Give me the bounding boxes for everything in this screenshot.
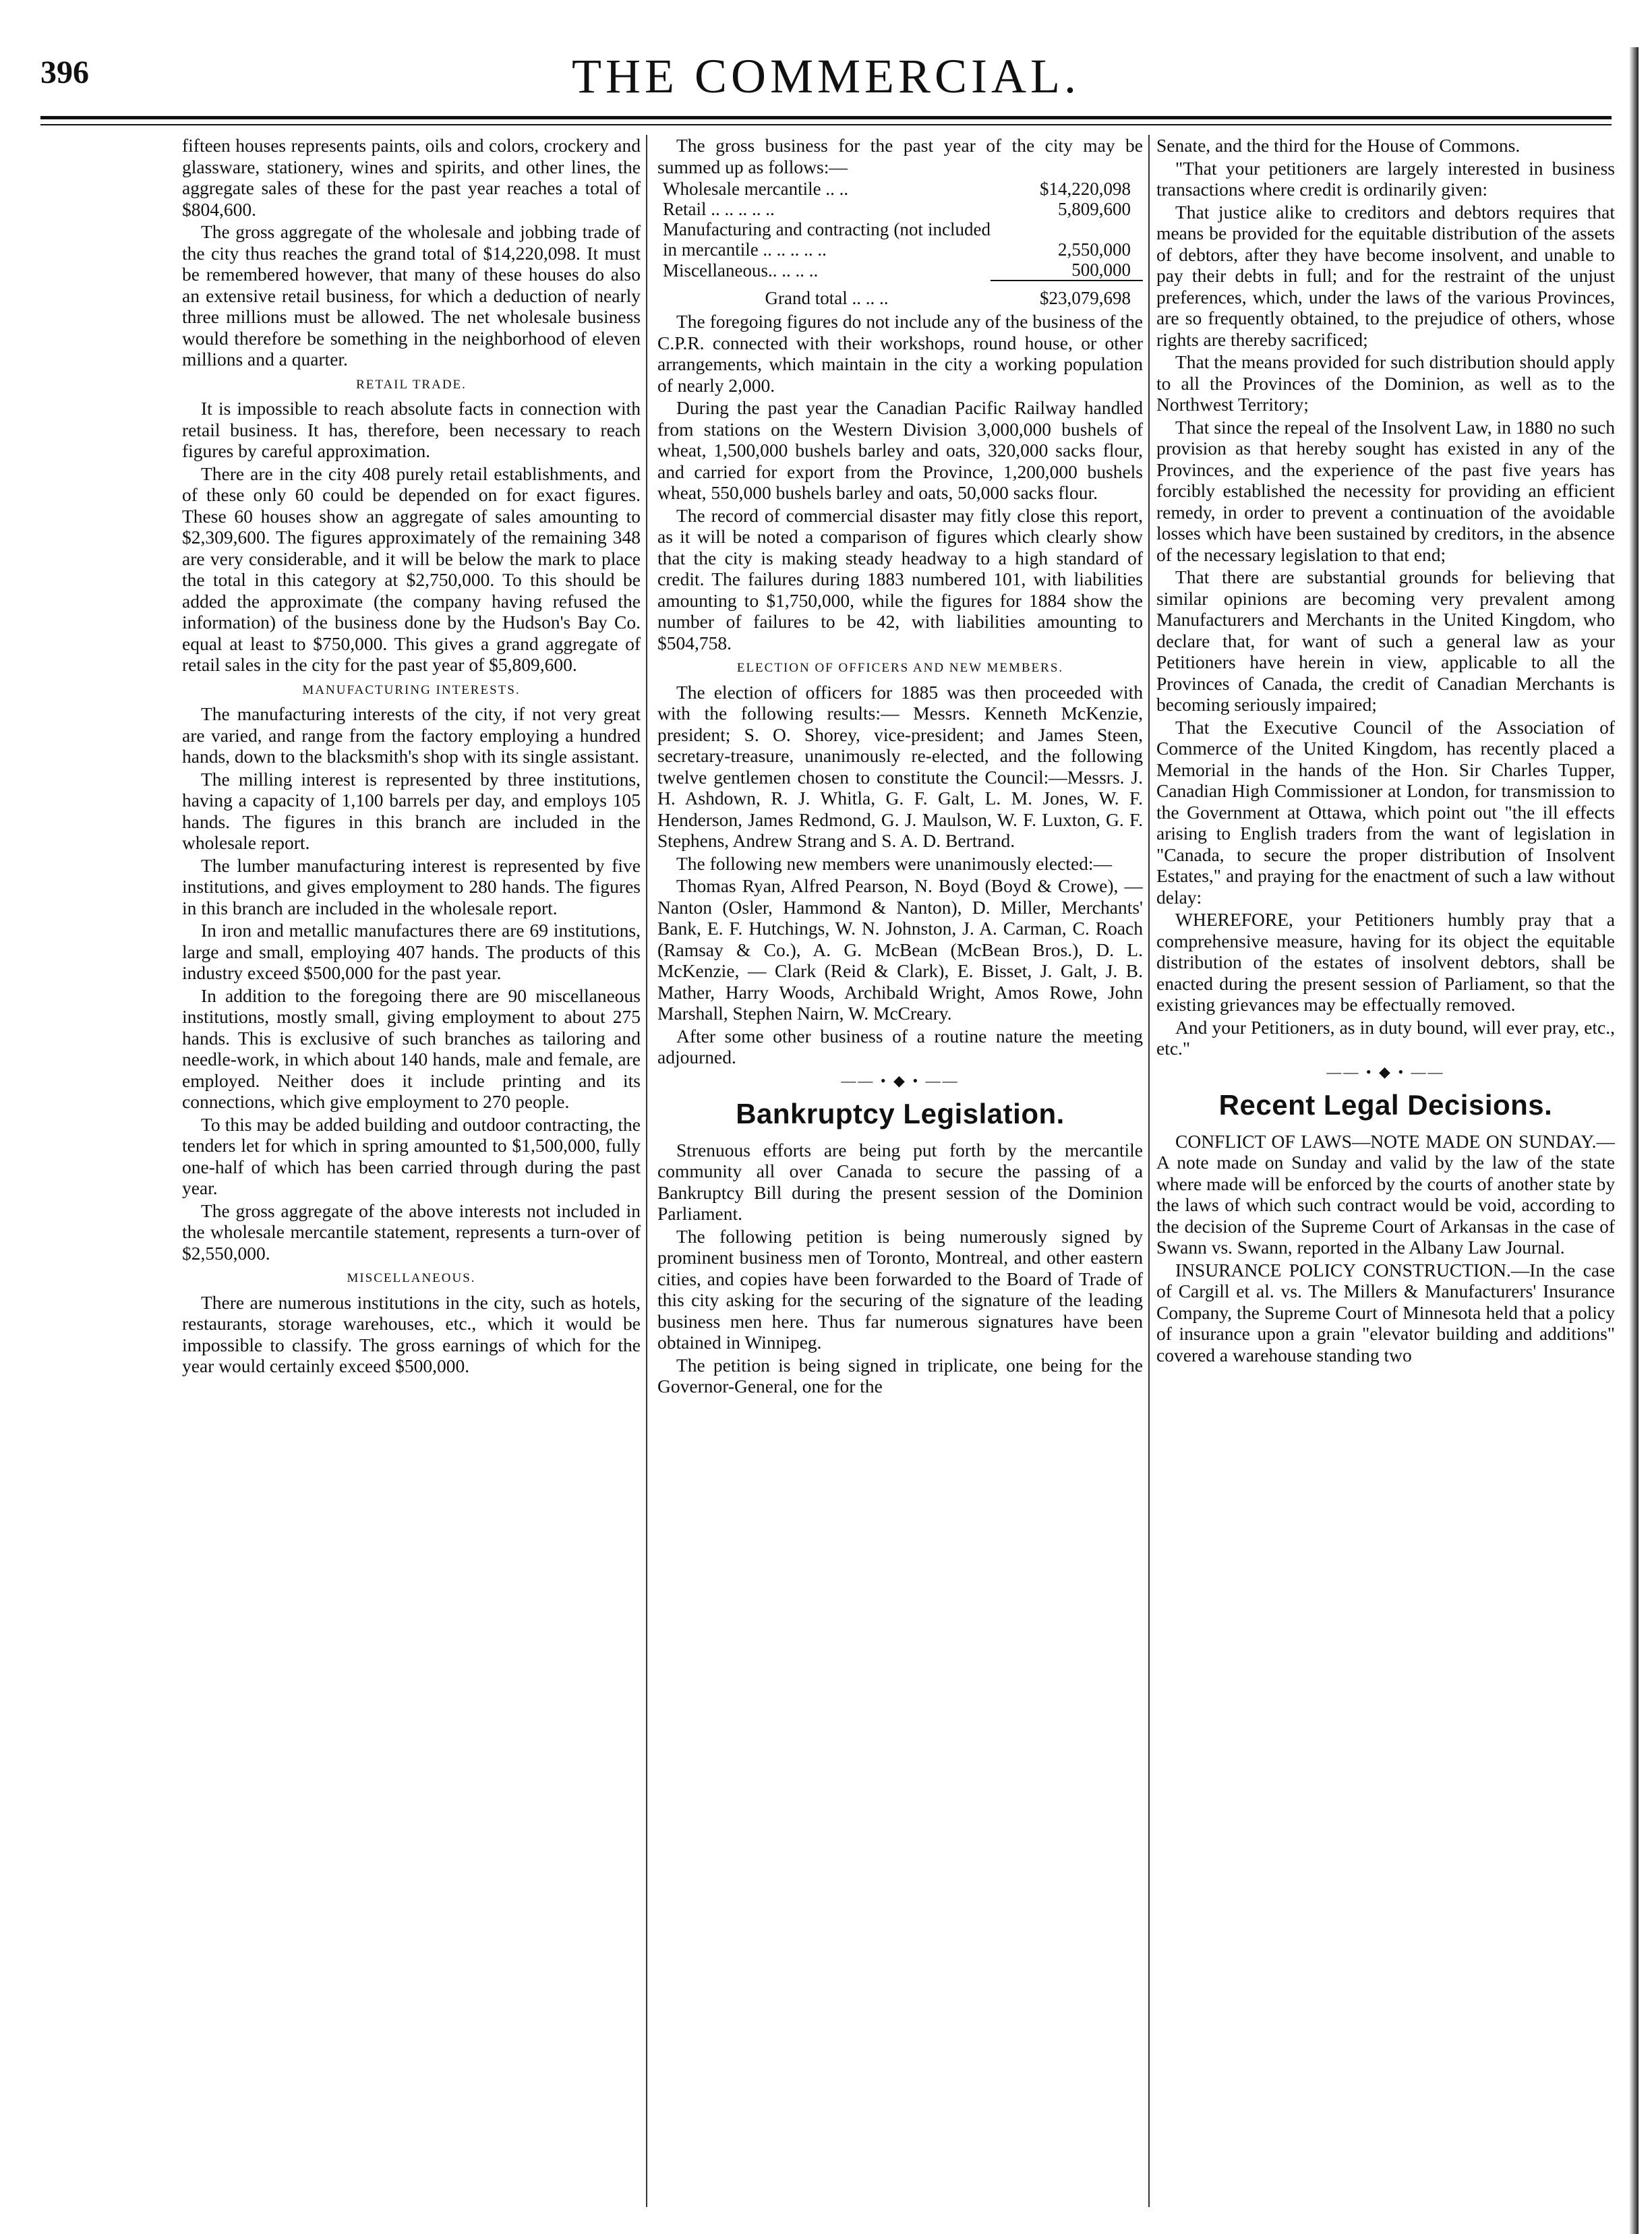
paragraph: The gross aggregate of the wholesale and jobbing trade of the city thus reaches the grand total of $14,220,098. It must be remembered however, that many of these houses do also an extensive retail business, for which a deduction of nearly three millions must be allowed. The net wholesale business would therefore be something in the neighborhood of eleven millions and a quarter.	[182, 221, 641, 370]
table-cell-amount: 500,000	[1071, 260, 1131, 280]
article-title-legal-decisions: Recent Legal Decisions.	[1218, 1088, 1553, 1121]
paragraph: That the Executive Council of the Association of Commerce of the United Kingdom, has recently placed a Memorial in the hands of the Hon. Sir Charles Tupper, Canadian High Commissioner at London, for transmission to the Government at Ottawa, which point out "the ill effects arising to English traders from the want of legislation in "Canada, to secure the proper distribution of Insolvent Estates," and praying for the enactment of such a law without delay:	[1156, 716, 1615, 908]
table-cell-label: Miscellaneous.. .. .. ..	[663, 260, 819, 281]
table-row	[657, 199, 1143, 219]
newspaper-title: THE COMMERCIAL.	[572, 49, 1080, 103]
table-cell-label: Retail .. .. .. .. ..	[663, 199, 775, 219]
paragraph: WHEREFORE, your Petitioners humbly pray that a comprehensive measure, having for its object the equitable distribution of the estates of insolvent debtors, shall be enacted during the present session of Parliament, so that the existing grievances may be effectually removed.	[1156, 909, 1615, 1015]
ornamental-divider: —— • ◆ • ——	[1326, 1063, 1445, 1080]
table-row	[657, 219, 1143, 260]
table-cell-label: Wholesale mercantile .. ..	[663, 179, 849, 199]
paragraph: There are numerous institutions in the city, such as hotels, restaurants, storage warehouses, etc., which it would be impossible to classify. The gross earnings of which for the year would certainly exceed $500,000.	[182, 1291, 641, 1376]
column-1	[182, 135, 641, 2207]
article-title-bankruptcy: Bankruptcy Legislation.	[736, 1097, 1065, 1129]
masthead	[40, 40, 1612, 121]
paragraph: That there are substantial grounds for believing that similar opinions are becoming very prevalent among Manufacturers and Merchants in the United Kingdom, who declare that, for want of such a general law as your Petitioners have herein in view, applicable to all the Provinces of Canada, the credit of Canadian Merchants is becoming seriously impaired;	[1156, 566, 1615, 715]
paragraph: CONFLICT OF LAWS—NOTE MADE ON SUNDAY.—A note made on Sunday and valid by the law of the state where made will be enforced by the courts of another state by the laws of which such contract would be void, according to the decision of the Supreme Court of Arkansas in the case of Swann vs. Swann, reported in the Albany Law Journal.	[1156, 1130, 1615, 1258]
paragraph: The gross aggregate of the above interests not included in the wholesale mercantile statement, represents a turn-over of $2,550,000.	[182, 1200, 641, 1264]
paragraph: The manufacturing interests of the city, if not very great are varied, and range from the factory employing a hundred hands, down to the blacksmith's shop with its single assistant.	[182, 703, 641, 767]
paragraph: That since the repeal of the Insolvent Law, in 1880 no such provision as that hereby sought has existed in any of the Provinces, and the experience of the past five years has forcibly established the necessity for providing an efficient remedy, in order to prevent a continuation of the avoidable losses which have been sustained by creditors, in the absence of the necessary legislation to that end;	[1156, 416, 1615, 565]
section-heading-manufacturing: MANUFACTURING INTERESTS.	[302, 682, 521, 697]
paragraph: The following petition is being numerously signed by prominent business men of Toronto, Montreal, and other eastern cities, and copies have been forwarded to the Board of Trade of this city asking for the securing of the signature of the leading business men here. Thus far numerous signatures have been obtained in Winnipeg.	[657, 1225, 1143, 1353]
paragraph: Strenuous efforts are being put forth by the mercantile community all over Canada to secure the passing of a Bankruptcy Bill during the present session of the Dominion Parliament.	[657, 1139, 1143, 1224]
ornamental-divider: —— • ◆ • ——	[841, 1071, 960, 1089]
paragraph: And your Petitioners, as in duty bound, will ever pray, etc., etc."	[1156, 1016, 1615, 1059]
page-edge-shadow	[1629, 47, 1639, 2234]
paragraph: fifteen houses represents paints, oils and colors, crockery and glassware, stationery, wines and spirits, and other lines, the aggregate sales of these for the past year reaches a total of $804,600.	[182, 135, 641, 220]
section-heading-miscellaneous: MISCELLANEOUS.	[347, 1271, 476, 1285]
section-heading-election: ELECTION OF OFFICERS AND NEW MEMBERS.	[736, 661, 1064, 675]
paragraph: In iron and metallic manufactures there are 69 institutions, large and small, employing 407 hands. The products of this industry exceed $500,000 for the past year.	[182, 920, 641, 983]
column-3	[1156, 135, 1615, 2207]
paragraph: That the means provided for such distribution should apply to all the Provinces of the Dominion, as well as to the Northwest Territory;	[1156, 351, 1615, 415]
paragraph: Thomas Ryan, Alfred Pearson, N. Boyd (Boyd & Crowe), — Nanton (Osler, Hammond & Nanton), D. Miller, Merchants' Bank, E. F. Hutchings, W. N. Johnston, J. A. Carman, C. Roach (Ramsay & Co.), A. G. McBean (McBean Bros.), D. L. McKenzie, — Clark (Reid & Clark), E. Bisset, J. Galt, J. B. Mather, Harry Woods, Archibald Wright, Amos Rowe, John Marshall, Stephen Nairn, W. McCreary.	[657, 875, 1143, 1024]
section-heading-retail-trade: RETAIL TRADE.	[356, 377, 467, 392]
paragraph: After some other business of a routine nature the meeting adjourned.	[657, 1025, 1143, 1067]
table-row	[657, 179, 1143, 199]
table-cell-amount: 2,550,000	[1058, 239, 1131, 260]
paragraph: The election of officers for 1885 was then proceeded with with the following results:— Messrs. Kenneth McKenzie, president; S. O. Shorey, vice-president; and James Steen, secretary-treasure, unanimously re-elected, and the following twelve gentlemen chosen to constitute the Council:—Messrs. J. H. Ashdown, R. J. Whitla, G. F. Galt, L. M. Jones, W. F. Henderson, James Redmond, G. J. Maulson, W. F. Luxton, G. F. Stephens, Andrew Strang and S. A. D. Bertrand.	[657, 681, 1143, 851]
paragraph: "That your petitioners are largely interested in business transactions where credit is ordinarily given:	[1156, 157, 1615, 200]
paragraph: Senate, and the third for the House of Commons.	[1156, 135, 1521, 156]
paragraph: The following new members were unanimously elected:—	[676, 852, 1113, 874]
table-cell-amount: $14,220,098	[1040, 179, 1131, 199]
table-cell-label: Manufacturing and contracting (not included in mercantile .. .. .. .. ..	[663, 219, 991, 260]
table-total-row	[657, 281, 1143, 308]
column-2	[657, 135, 1143, 2207]
paragraph: The petition is being signed in triplicate, one being for the Governor-General, one for the	[657, 1354, 1143, 1397]
paragraph: INSURANCE POLICY CONSTRUCTION.—In the case of Cargill et al. vs. The Millers & Manufacturers' Insurance Company, the Supreme Court of Minnesota held that a policy of insurance upon a grain "elevator building and additions" covered a warehouse standing two	[1156, 1259, 1615, 1365]
column-divider	[1148, 135, 1150, 2207]
header-rule-thick	[40, 116, 1612, 119]
paragraph: The gross business for the past year of the city may be summed up as follows:—	[657, 135, 1143, 177]
total-label: Grand total .. .. ..	[765, 288, 889, 308]
paragraph: To this may be added building and outdoor contracting, the tenders let for which in spring amounted to $1,500,000, fully one-half of which has been carried through during the past year.	[182, 1113, 641, 1198]
paragraph: The foregoing figures do not include any of the business of the C.P.R. connected with their workshops, round house, or other arrangements, which maintain in the city a working population of nearly 2,000.	[657, 311, 1143, 396]
table-row	[657, 260, 1143, 281]
paragraph: The milling interest is represented by three institutions, having a capacity of 1,100 barrels per day, and employs 105 hands. The figures in this branch are included in the wholesale report.	[182, 768, 641, 853]
business-summary-table	[657, 179, 1143, 308]
page-number: 396	[40, 55, 89, 90]
paragraph: That justice alike to creditors and debtors requires that means be provided for the equitable distribution of the assets of debtors, after they have become insolvent, and unable to pay their debts in full; and for the restraint of the unjust preferences, which, under the laws of the various Provinces, are so frequently obtained, to the prejudice of others, whose rights are thereby sacrificed;	[1156, 201, 1615, 350]
paragraph: There are in the city 408 purely retail establishments, and of these only 60 could be depended on for exact figures. These 60 houses show an aggregate of sales amounting to $2,309,600. The figures approximately of the remaining 348 are very considerable, and it will be below the mark to place the total in this category at $2,750,000. To this should be added the approximate (the company having refused the information) of the business done by the Hudson's Bay Co. equal at least to $750,000. This gives a grand aggregate of retail sales in the city for the past year of $5,809,600.	[182, 463, 641, 675]
paragraph: The record of commercial disaster may fitly close this report, as it will be noted a comparison of figures which clearly show that the city is making steady headway to a high standard of credit. The failures during 1883 numbered 101, with liabilities amounting to $1,750,000, while the figures for 1884 show the number of failures to be 42, with liabilities amounting to $504,758.	[657, 504, 1143, 653]
paragraph: The lumber manufacturing interest is represented by five institutions, and gives employment to 280 hands. The figures in this branch are included in the wholesale report.	[182, 854, 641, 918]
paragraph: In addition to the foregoing there are 90 miscellaneous institutions, mostly small, giving employment to about 275 hands. This is exclusive of such branches as tailoring and needle-work, in which about 140 hands, male and female, are employed. Neither does it include printing and its connections, which give employment to 270 people.	[182, 984, 641, 1112]
paragraph: During the past year the Canadian Pacific Railway handled from stations on the Western Division 3,000,000 bushels of wheat, 1,500,000 bushels barley and oats, 320,000 sacks flour, and carried for export from the Province, 1,200,000 bushels wheat, 550,000 bushels barley and oats, 50,000 sacks flour.	[657, 397, 1143, 503]
paragraph: It is impossible to reach absolute facts in connection with retail business. It has, therefore, been necessary to reach figures by careful approximation.	[182, 398, 641, 461]
total-amount: $23,079,698	[991, 281, 1143, 308]
header-rule-thin	[40, 124, 1612, 125]
column-divider	[646, 135, 647, 2207]
table-cell-amount: 5,809,600	[1058, 199, 1131, 219]
